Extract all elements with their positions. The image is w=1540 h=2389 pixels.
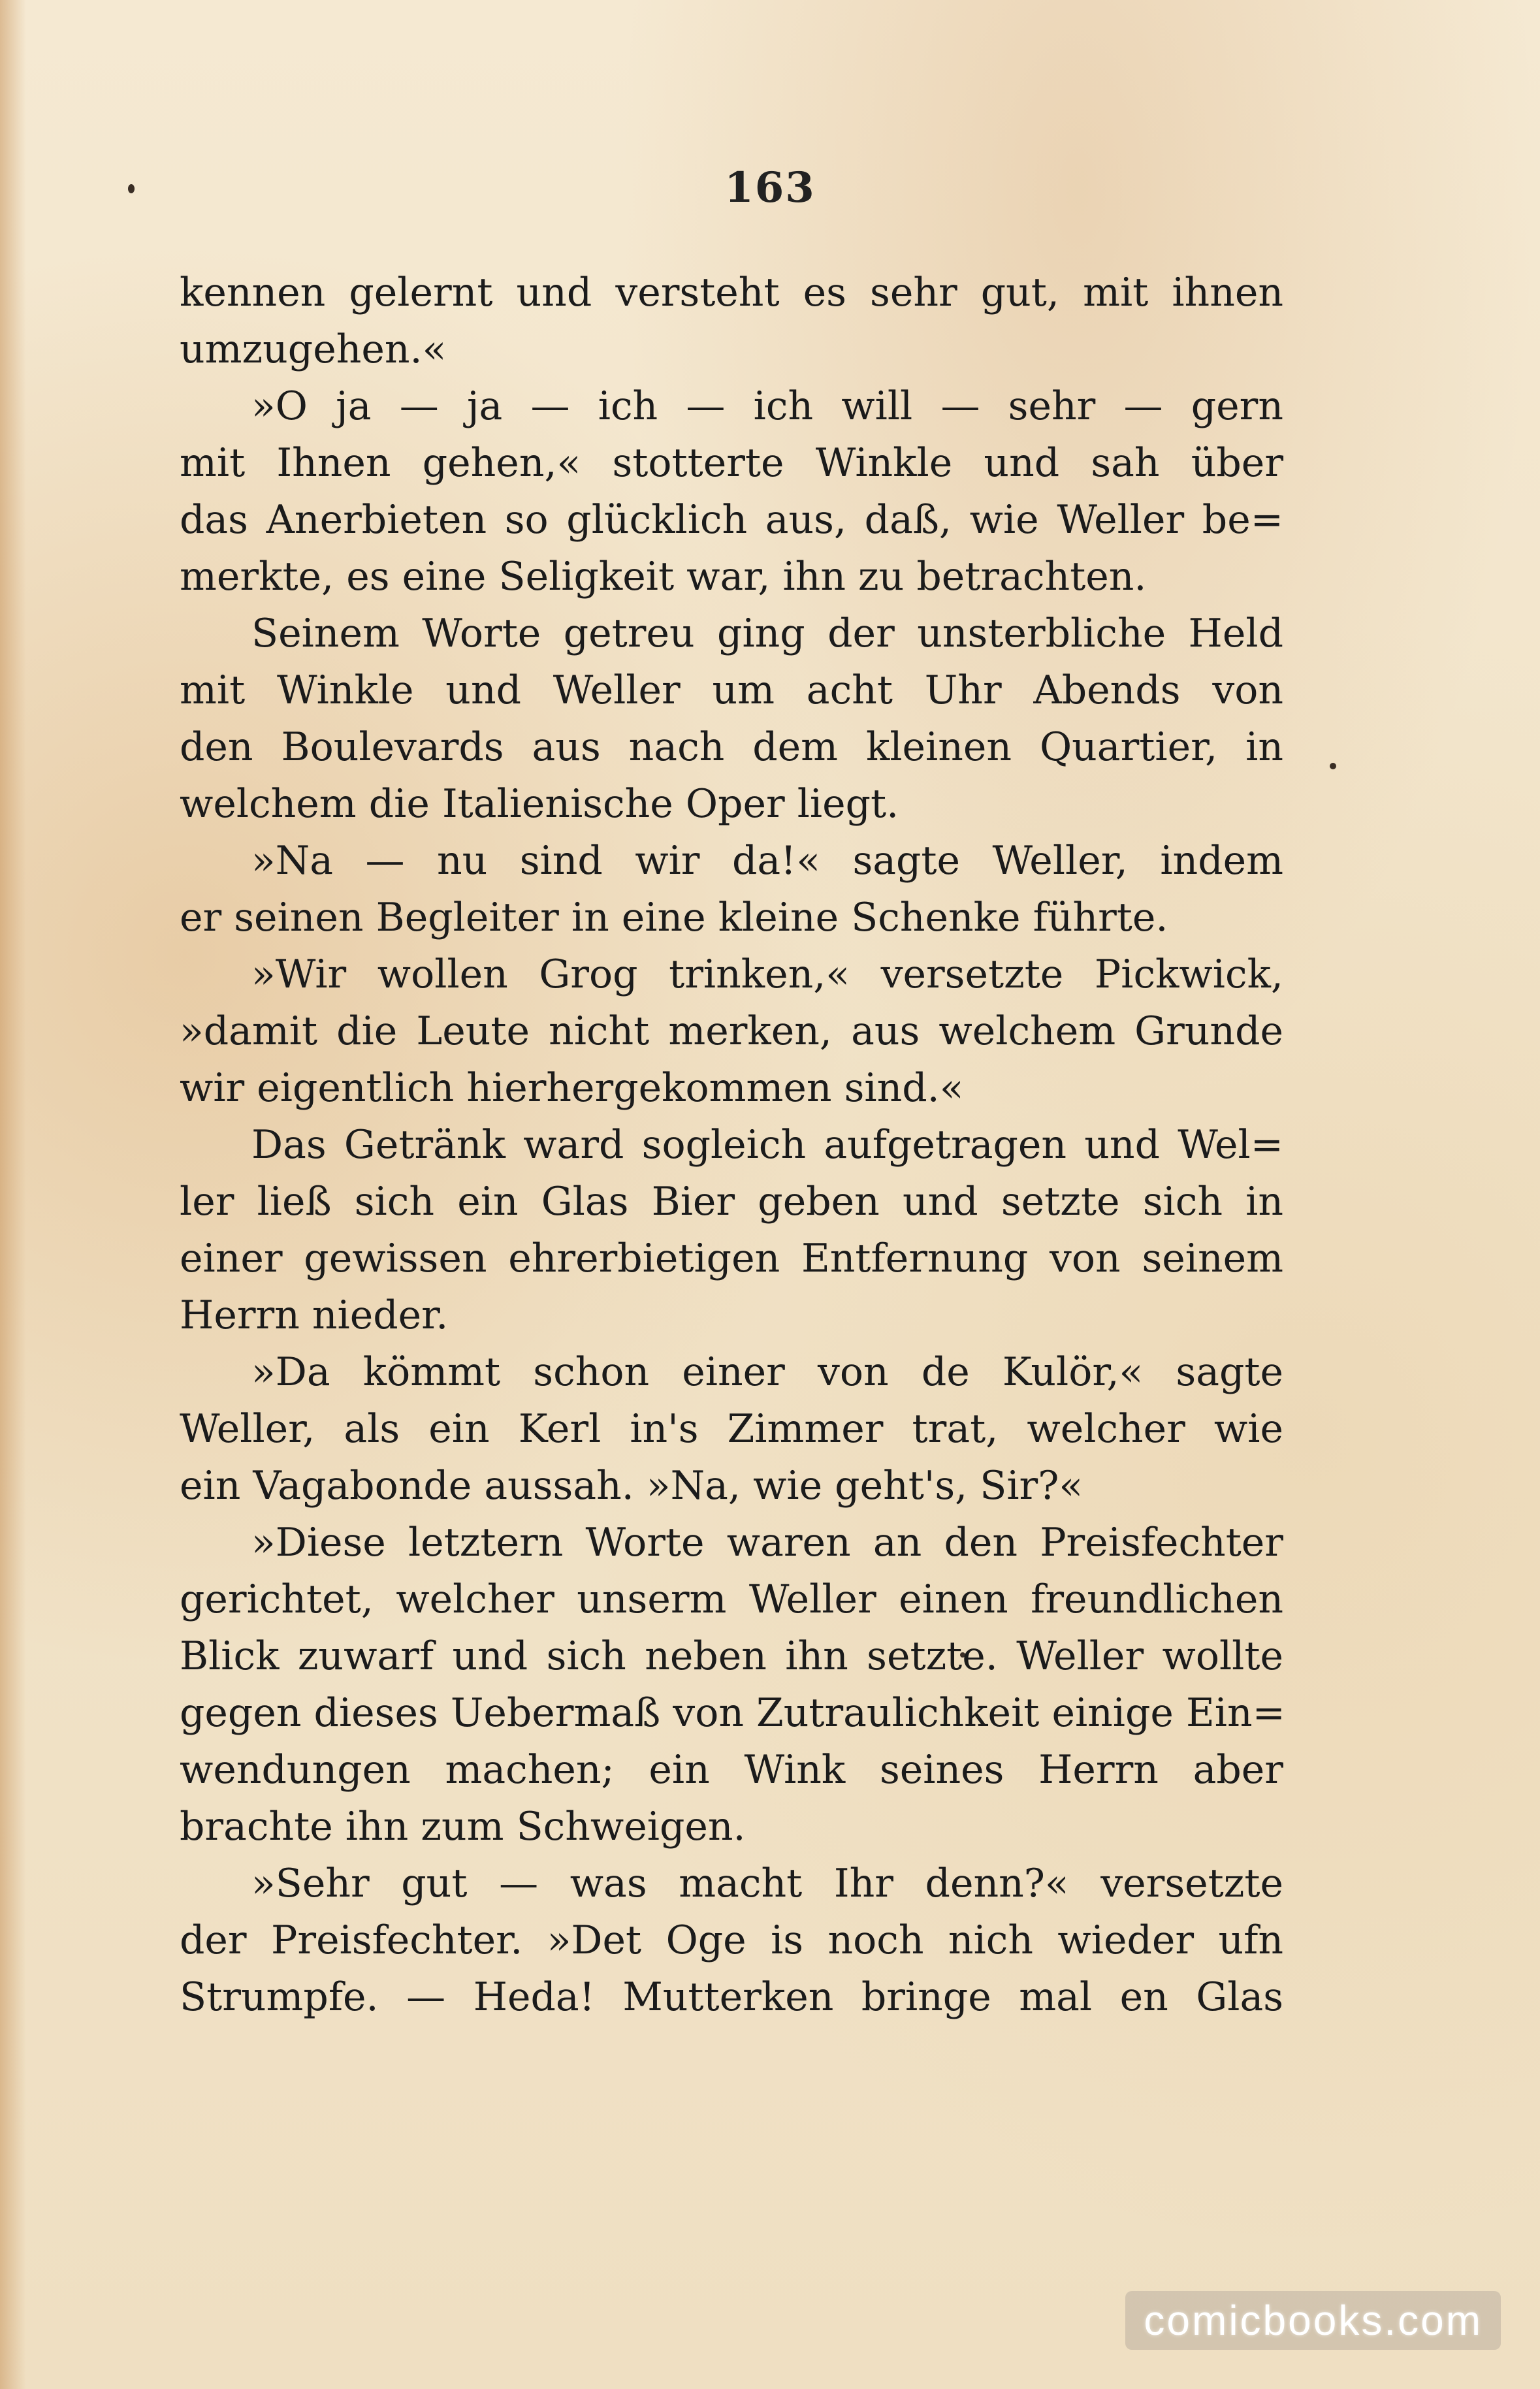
- text-line: merkte, es eine Seligkeit war, ihn zu betrachten.: [180, 554, 1147, 600]
- text-line: Seinem Worte getreu ging der unsterbliche Held: [251, 611, 1283, 656]
- text-line: mit Ihnen gehen,« stotterte Winkle und sah über: [180, 440, 1283, 486]
- text-line: mit Winkle und Weller um acht Uhr Abends von: [180, 667, 1283, 713]
- page-number: 163: [724, 163, 816, 212]
- ink-speck: [1330, 763, 1336, 769]
- text-line: ler ließ sich ein Glas Bier geben und setzte sich in: [180, 1179, 1283, 1225]
- text-line: der Preisfechter. »Det Oge is noch nich wieder ufn: [180, 1917, 1283, 1963]
- text-line: »damit die Leute nicht merken, aus welchem Grunde: [180, 1008, 1283, 1054]
- text-line: »Na — nu sind wir da!« sagte Weller, indem: [251, 838, 1283, 884]
- text-line: »Wir wollen Grog trinken,« versetzte Pickwick,: [251, 952, 1283, 997]
- text-line: wendungen machen; ein Wink seines Herrn aber: [180, 1747, 1283, 1793]
- text-line: gerichtet, welcher unserm Weller einen freundlichen: [180, 1577, 1283, 1622]
- text-line: »O ja — ja — ich — ich will — sehr — gern: [251, 383, 1283, 429]
- text-line: wir eigentlich hierhergekommen sind.«: [180, 1065, 964, 1111]
- text-line: den Boulevards aus nach dem kleinen Quartier, in: [180, 724, 1283, 770]
- watermark: comicbooks.com: [1125, 2291, 1501, 2350]
- text-line: welchem die Italienische Oper liegt.: [180, 781, 899, 827]
- text-line: »Sehr gut — was macht Ihr denn?« versetzte: [251, 1861, 1283, 1906]
- text-line: einer gewissen ehrerbietigen Entfernung von seinem: [180, 1236, 1283, 1281]
- text-line: Herrn nieder.: [180, 1292, 449, 1338]
- text-line: Blick zuwarf und sich neben ihn setzte. Weller wollte: [180, 1633, 1283, 1679]
- text-line: Das Getränk ward sogleich aufgetragen und Wel=: [251, 1122, 1283, 1168]
- text-line: das Anerbieten so glücklich aus, daß, wie Weller be=: [180, 497, 1283, 543]
- body-text: [180, 265, 1283, 2026]
- text-line: »Diese letztern Worte waren an den Preisfechter: [251, 1520, 1283, 1565]
- text-line: brachte ihn zum Schweigen.: [180, 1804, 746, 1850]
- text-line: er seinen Begleiter in eine kleine Schenke führte.: [180, 895, 1168, 940]
- text-line: umzugehen.«: [180, 327, 447, 372]
- text-line: Weller, als ein Kerl in's Zimmer trat, welcher wie: [180, 1406, 1283, 1452]
- text-line: »Da kömmt schon einer von de Kulör,« sagte: [251, 1349, 1283, 1395]
- text-line: Strumpfe. — Heda! Mutterken bringe mal en Glas: [180, 1974, 1283, 2020]
- text-line: ein Vagabonde aussah. »Na, wie geht's, Sir?«: [180, 1463, 1083, 1509]
- text-line: kennen gelernt und versteht es sehr gut, mit ihnen: [180, 270, 1283, 315]
- page-edge-stain: [0, 0, 26, 2389]
- text-line: gegen dieses Uebermaß von Zutraulichkeit einige Ein=: [180, 1690, 1285, 1736]
